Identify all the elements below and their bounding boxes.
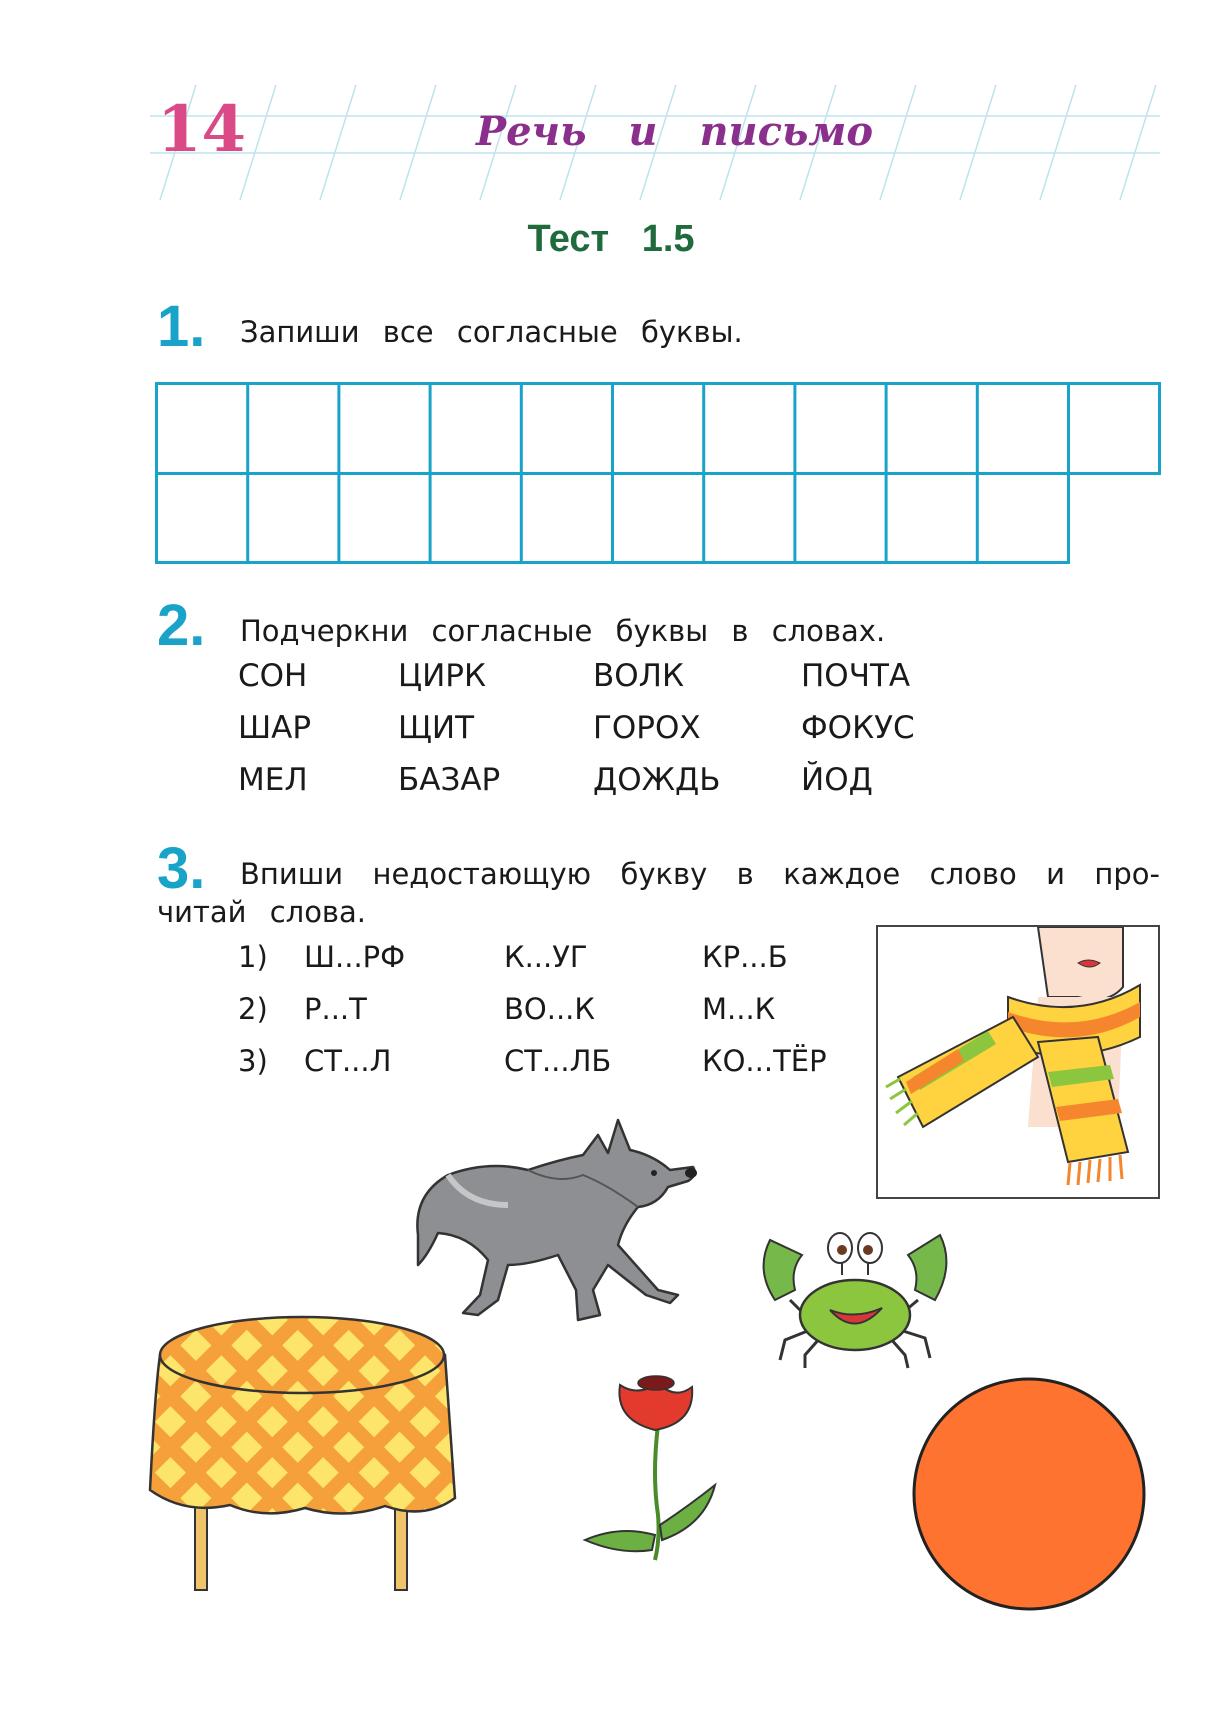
word[interactable]: ШАР: [238, 710, 312, 746]
task-3-number: 3.: [157, 836, 206, 901]
fill-word[interactable]: Р...Т: [304, 992, 367, 1026]
task-2-number: 2.: [157, 593, 206, 658]
word[interactable]: ЩИТ: [398, 710, 475, 746]
word[interactable]: БАЗАР: [398, 762, 501, 798]
poppy-picture: [580, 1365, 730, 1565]
word[interactable]: ФОКУС: [801, 710, 915, 746]
word[interactable]: ПОЧТА: [801, 658, 911, 694]
fill-word[interactable]: Ш...РФ: [304, 940, 406, 974]
consonant-answer-grid[interactable]: [155, 382, 1161, 564]
scarf-frame: [876, 925, 1160, 1199]
fill-word[interactable]: СТ...Л: [304, 1044, 392, 1078]
table-picture: [145, 1310, 465, 1600]
section-title: Речь и письмо: [476, 108, 874, 155]
page-number: 14: [157, 92, 247, 167]
fill-word[interactable]: СТ...ЛБ: [504, 1044, 612, 1078]
fill-word[interactable]: ВО...К: [504, 992, 595, 1026]
row-label: 1): [238, 940, 268, 974]
task-1-number: 1.: [157, 294, 206, 359]
word[interactable]: ЦИРК: [398, 658, 486, 694]
row-label: 2): [238, 992, 268, 1026]
word[interactable]: ДОЖДЬ: [593, 762, 721, 798]
word[interactable]: ГОРОХ: [593, 710, 701, 746]
word[interactable]: ВОЛК: [593, 658, 684, 694]
crab-picture: [750, 1220, 960, 1370]
word[interactable]: СОН: [238, 658, 308, 694]
task-2-instruction: Подчеркни согласные буквы в словах.: [240, 614, 886, 648]
row-label: 3): [238, 1044, 268, 1078]
task-2-word-grid: [238, 657, 961, 799]
word[interactable]: МЕЛ: [238, 762, 308, 798]
test-title: Тест 1.5: [527, 218, 695, 260]
task-3-instruction-line-2: читай слова.: [157, 895, 367, 929]
fill-word[interactable]: К...УГ: [504, 940, 588, 974]
task-3-instruction-line-1: Впиши недостающую букву в каждое слово и про-: [240, 857, 1160, 891]
fill-word[interactable]: М...К: [702, 992, 776, 1026]
task-1-instruction: Запиши все согласные буквы.: [240, 315, 743, 349]
word[interactable]: ЙОД: [801, 762, 873, 798]
fill-word[interactable]: КР...Б: [702, 940, 788, 974]
scarf-picture: [878, 927, 1158, 1197]
fill-word[interactable]: КО...ТЁР: [702, 1044, 827, 1078]
task-3-word-grid: [238, 938, 842, 1080]
orange-circle-picture: [910, 1375, 1150, 1615]
